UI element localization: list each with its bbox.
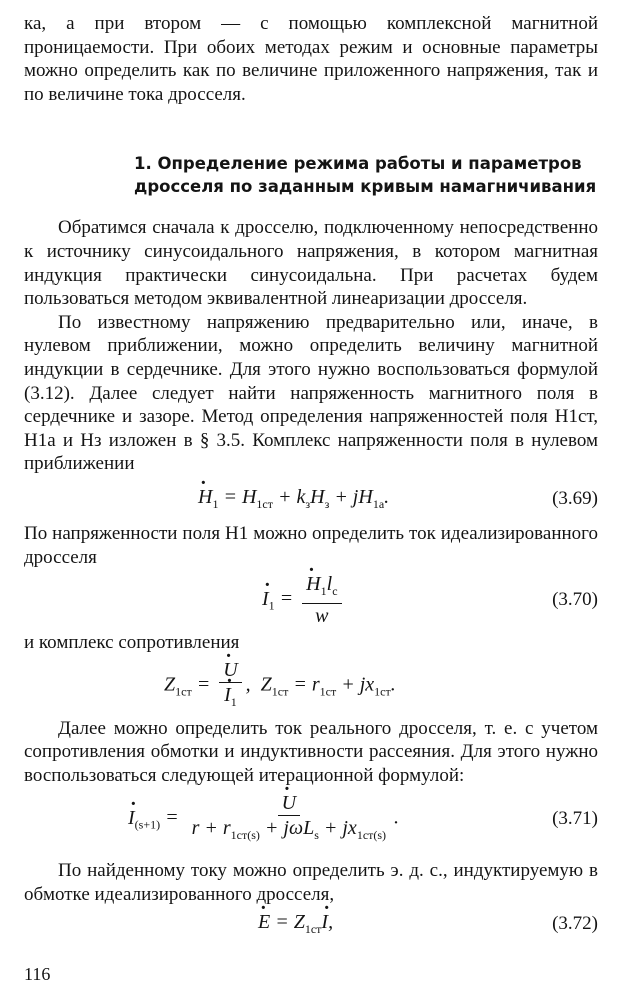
page-content [24, 12, 598, 941]
page-number: 116 [24, 964, 51, 984]
paragraph: Далее можно определить ток реального дросселя, т. е. с учетом сопротивления обмотки и индуктивности рассеяния. Для этого нужно воспользоваться следующей итерационной формулой: [24, 717, 598, 786]
equation-number: (3.70) [552, 589, 598, 611]
paragraph: По найденному току можно определить э. д. с., индуктируемую в обмотке идеализированного дросселя, [24, 860, 598, 906]
paragraph: ка, а при втором — с помощью комплексной магнитной проницаемости. При обоих методах режим и основные параметры можно определить как по величине приложенного напряжения, так и по величине тока дросселя. [24, 13, 598, 105]
formula-3-69: · $H_1 = H_{1ст} + k_зH_з + jH_{1а}$. (3.69) [24, 476, 598, 522]
paragraph: Обратимся сначала к дросселю, подключенному непосредственно к источнику синусоидального напряжения, в котором магнитная индукция практически синусоидальна. При расчетах будем пользоваться методом эквивалентной линеаризации дросселя. [24, 217, 598, 310]
formula-impedance: $Z_{1ст}$ = · U · $I_1$ , $Z_{1ст} = r_{1ст} + jx_{1ст}$. [24, 655, 598, 717]
formula-3-72: · $E = Z_{1ст}\cdot I$, (3.72) [24, 907, 598, 941]
paragraph: По напряженности поля H1 можно определить ток идеализированного дросселя [24, 522, 598, 568]
section-heading: 1. Определение режима работы и параметров дросселя по заданным кривым намагничивания [134, 154, 597, 197]
equation-number: (3.72) [552, 912, 598, 934]
paragraph: и комплекс сопротивления [24, 632, 240, 654]
equation-number: (3.71) [552, 808, 598, 830]
equation-number: (3.69) [552, 487, 598, 509]
formula-3-70: · $I_1$ = · $\frac{H_1l_c}{w}$ (3.70) [24, 569, 598, 631]
formula-3-71: · $I_{(s+1)}$ = · $\frac{U}{r + r_{1ст(s)} + j\omega L_s + jx_{1ст(s)}}$ . (3.71) [24, 787, 598, 851]
paragraph: По известному напряжению предварительно или, иначе, в нулевом приближении, можно определить величину магнитной индукции в сердечнике. Для этого нужно воспользоваться формулой (3.12). Далее следует найти напряженность магнитного поля в сердечнике и зазоре. Метод определения напряженностей поля H1ст, H1а и Hз изложен в § 3.5. Комплекс напряженности поля в нулевом приближении [24, 311, 598, 475]
